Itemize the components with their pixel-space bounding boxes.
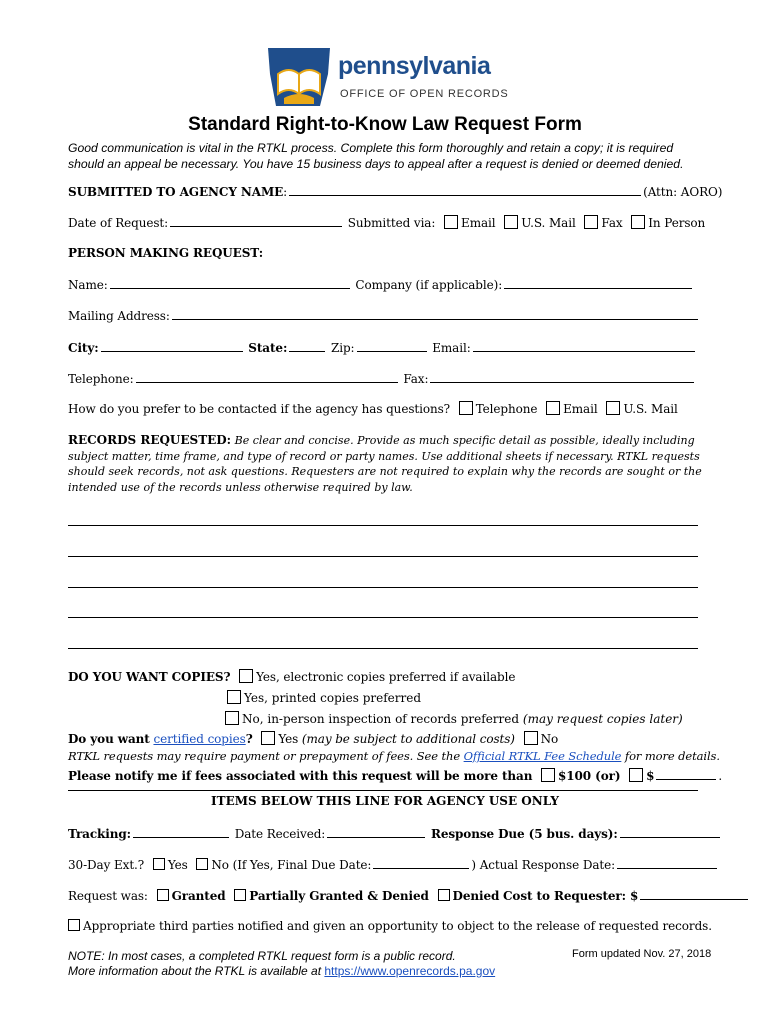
notify-100-checkbox[interactable] (541, 768, 555, 782)
cost-label: Cost to Requester: $ (502, 889, 639, 903)
response-due-field[interactable] (620, 826, 720, 838)
city-row (68, 340, 702, 355)
certified-note: (may be subject to additional costs) (301, 732, 515, 746)
request-was-label: Request was: (68, 889, 148, 903)
certified-q1: Do you want (68, 732, 150, 746)
mailing-row (68, 308, 702, 323)
fees-note1: RTKL requests may require payment or prepayment of fees. See the (68, 749, 461, 763)
copies-row-2 (222, 690, 421, 705)
final-due-field[interactable] (373, 857, 469, 869)
email-label: Email: (432, 341, 471, 355)
copies-question: DO YOU WANT COPIES? (68, 670, 231, 684)
copies-inperson-label: No, in-person inspection of records preferred (242, 712, 520, 726)
cost-field[interactable] (640, 888, 748, 900)
zip-label: Zip: (331, 341, 355, 355)
copies-inperson-checkbox[interactable] (225, 711, 239, 725)
via-email-checkbox[interactable] (444, 215, 458, 229)
certified-no-label: No (540, 732, 559, 746)
agency-row: SUBMITTED TO AGENCY NAME: (Attn: AORO) (68, 185, 723, 199)
footer-info (68, 964, 495, 978)
tracking-field[interactable] (133, 826, 229, 838)
records-line-5[interactable] (68, 648, 698, 649)
mailing-label: Mailing Address: (68, 309, 170, 323)
ext-no-checkbox[interactable] (196, 858, 208, 870)
extension-row (68, 857, 702, 872)
via-email-label: Email (461, 216, 496, 230)
contact-phone-label: Telephone (475, 402, 538, 416)
agency-label: SUBMITTED TO AGENCY NAME (68, 185, 284, 199)
contact-row (68, 401, 702, 416)
page-title: Standard Right-to-Know Law Request Form (188, 114, 582, 135)
records-line-4[interactable] (68, 617, 698, 618)
ext-yes-label: Yes (167, 858, 188, 872)
via-person-label: In Person (648, 216, 706, 230)
notify-custom-label: $ (646, 769, 655, 783)
ext-label: 30-Day Ext.? (68, 858, 145, 872)
third-parties-row (68, 919, 712, 933)
name-field[interactable] (110, 277, 350, 289)
contact-question: How do you prefer to be contacted if the agency has questions? (68, 402, 450, 416)
certified-copies-link[interactable]: certified copies (153, 732, 246, 746)
mailing-field[interactable] (172, 308, 698, 320)
keystone-book-icon (264, 44, 334, 110)
copies-electronic-label: Yes, electronic copies preferred if available (256, 670, 516, 684)
agency-divider (68, 790, 698, 791)
via-mail-label: U.S. Mail (521, 216, 576, 230)
granted-label: Granted (171, 889, 226, 903)
records-block (68, 433, 706, 495)
name-row (68, 277, 702, 292)
denied-label: Denied (452, 889, 500, 903)
footer-note: NOTE: In most cases, a completed RTKL request form is a public record. (68, 949, 456, 963)
date-received-label: Date Received: (234, 827, 326, 841)
certified-no-checkbox[interactable] (524, 731, 538, 745)
logo-office: OFFICE OF OPEN RECORDS (340, 88, 509, 100)
via-fax-label: Fax (601, 216, 623, 230)
company-label: Company (if applicable): (355, 278, 503, 292)
state-field[interactable] (289, 340, 325, 352)
records-heading: RECORDS REQUESTED: (68, 433, 232, 447)
certified-q2: ? (245, 732, 253, 746)
tracking-label: Tracking: (68, 827, 131, 841)
copies-printed-label: Yes, printed copies preferred (244, 691, 422, 705)
ext-close: ) (471, 858, 476, 872)
openrecords-link[interactable]: https://www.openrecords.pa.gov (324, 964, 496, 978)
actual-response-field[interactable] (617, 857, 717, 869)
certified-yes-checkbox[interactable] (261, 731, 275, 745)
third-parties-label: Appropriate third parties notified and given an opportunity to object to the release of requested records. (83, 919, 712, 933)
phone-label: Telephone: (68, 372, 134, 386)
intro-text: Good communication is vital in the RTKL process. Complete this form thoroughly and retain a copy; it is required should an appeal be necessary. You have 15 business days to appeal after a request is denied or deemed denied. (68, 141, 684, 171)
records-line-2[interactable] (68, 556, 698, 557)
records-line-1[interactable] (68, 525, 698, 526)
denied-checkbox[interactable] (438, 889, 450, 901)
copies-row-1 (68, 669, 702, 684)
notify-custom-field[interactable] (656, 768, 716, 780)
contact-mail-checkbox[interactable] (606, 401, 620, 415)
fax-label: Fax: (403, 372, 429, 386)
phone-row (68, 371, 702, 386)
copies-printed-checkbox[interactable] (227, 690, 241, 704)
ext-no-label: No (If Yes, Final Due Date: (211, 858, 372, 872)
actual-response-label: Actual Response Date: (479, 858, 616, 872)
partial-label: Partially Granted & Denied (249, 889, 429, 903)
email-field[interactable] (473, 340, 695, 352)
via-mail-checkbox[interactable] (504, 215, 518, 229)
granted-checkbox[interactable] (157, 889, 169, 901)
name-label: Name: (68, 278, 108, 292)
ext-yes-checkbox[interactable] (153, 858, 165, 870)
tracking-row (68, 826, 702, 841)
person-heading-text: PERSON MAKING REQUEST: (68, 246, 264, 260)
city-label: City: (68, 341, 99, 355)
zip-field[interactable] (357, 340, 427, 352)
date-received-field[interactable] (327, 826, 425, 838)
form-updated: Form updated Nov. 27, 2018 (572, 948, 712, 960)
fee-schedule-link[interactable]: Official RTKL Fee Schedule (463, 749, 622, 763)
contact-phone-checkbox[interactable] (459, 401, 473, 415)
contact-mail-label: U.S. Mail (623, 402, 678, 416)
agency-use-heading: ITEMS BELOW THIS LINE FOR AGENCY USE ONLY (211, 794, 559, 808)
copies-electronic-checkbox[interactable] (239, 669, 253, 683)
records-line-3[interactable] (68, 587, 698, 588)
fax-field[interactable] (430, 371, 694, 383)
footer-more-info: More information about the RTKL is available at (68, 964, 322, 978)
logo (264, 44, 514, 110)
fees-row (68, 749, 720, 763)
via-person-checkbox[interactable] (631, 215, 645, 229)
company-field[interactable] (504, 277, 692, 289)
person-heading (68, 246, 702, 260)
date-field[interactable] (170, 215, 342, 227)
certified-yes-label: Yes (278, 732, 299, 746)
date-row (68, 215, 706, 230)
phone-field[interactable] (136, 371, 398, 383)
via-fax-checkbox[interactable] (584, 215, 598, 229)
third-parties-checkbox[interactable] (68, 919, 80, 931)
partial-checkbox[interactable] (234, 889, 246, 901)
records-instructions: Be clear and concise. Provide as much specific detail as possible, ideally including subject matter, time frame, and type of record or party names. Use additional sheets if necessary. RTKL requests should seek records, not ask questions. Requesters are not required to explain why the records are sought or the intended use of the records unless otherwise required by law. (68, 434, 702, 494)
fees-note2: for more details. (624, 749, 720, 763)
date-label: Date of Request: (68, 216, 169, 230)
request-was-row (68, 888, 702, 903)
agency-name-field[interactable] (289, 184, 641, 196)
logo-state: pennsylvania (338, 52, 491, 80)
city-field[interactable] (101, 340, 243, 352)
copies-inperson-note: (may request copies later) (522, 712, 683, 726)
agency-attn: (Attn: AORO) (643, 185, 723, 199)
notify-text: Please notify me if fees associated with this request will be more than (68, 769, 533, 783)
response-due-label: Response Due (5 bus. days): (430, 827, 618, 841)
contact-email-label: Email (563, 402, 598, 416)
notify-100-label: $100 (or) (558, 769, 621, 783)
via-label: Submitted via: (347, 216, 436, 230)
notify-custom-checkbox[interactable] (629, 768, 643, 782)
state-label: State: (248, 341, 288, 355)
contact-email-checkbox[interactable] (546, 401, 560, 415)
certified-row (68, 731, 702, 746)
copies-row-3 (220, 711, 683, 726)
notify-row: Please notify me if fees associated with this request will be more than $100 (or) $ . (68, 769, 723, 783)
